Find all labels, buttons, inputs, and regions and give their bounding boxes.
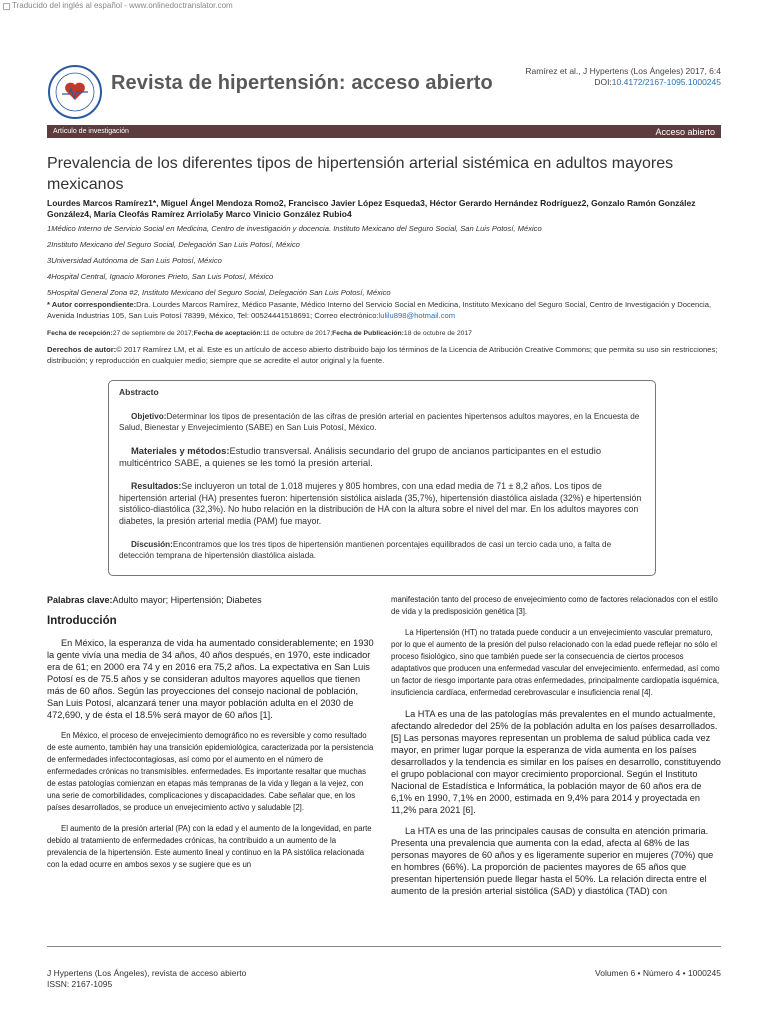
copyright-text: © 2017 Ramírez LM, et al. Este es un artículo de acceso abierto distribuido bajo los términos de la Licencia de Atribución Creative Commons; que permita su uso sin restricciones; distribución; y reproducción en cualquier medio; siempre que se acredite el autor original y la fuente. <box>47 345 718 365</box>
methods-label: Materiales y métodos: <box>131 445 230 456</box>
body-paragraph: La HTA es una de las patologías más prevalentes en el mundo actualmente, afectando alrededor del 25% de la población adulta en los países desarrollados. [5] Las personas mayores representan un problema de salud pública cada vez mayor, en primer lugar porque la esperanza de vida aumenta en los países desarrollados y la tendencia es similar en los países en desarrollo, constituyendo el grupo poblacional con mayor crecimiento proporcional. Según el Instituto Nacional de Estadística e Informática, la población mayor de 60 años era de 6,1% en 1990, 7,1% en 2000, estimada en 9,4% para 2014 y proyectada en 11,2% para 2021 [6]. <box>391 709 721 815</box>
citation <box>525 66 721 88</box>
received-label: Fecha de recepción: <box>47 330 113 337</box>
corresponding-text: Dra. Lourdes Marcos Ramírez, Médico Pasante, Médico Interno del Servicio Social en Medicina, Instituto Mexicano del Seguro Social, Centro de Investigación y Docencia, Avenida Industrias 105, San Luis Potosí 78399, México, Tel: 00524441518691; Correo electrónico: <box>47 300 712 320</box>
article-title: Prevalencia de los diferentes tipos de hipertensión arterial sistémica en adultos mayores mexicanos <box>47 155 674 193</box>
footer-journal <box>47 968 246 990</box>
affiliation-3: 3Universidad Autónoma de San Luis Potosí, México <box>47 256 222 265</box>
body-paragraph: En México, la esperanza de vida ha aumentado considerablemente; en 1930 la gente vivía una media de 34 años, 40 años después, en 1970, este indicador era de 61; en 2000 era 74 y en 2016 era 75,2 años. La expectativa en San Luis Potosí es de 75.5 años y se consideran adultos mayores aquellos que tienen más de 60 años. Según las proyecciones del consejo nacional de población, San Luis Potosí, alcanzará tener una mayor población adulta en el 2030 de 472,690, y de ésta el 18.5% será mayor de 60 años [1]. <box>47 638 374 720</box>
accepted-label: Fecha de aceptación: <box>193 330 263 337</box>
footer-journal-name: J Hypertens (Los Ángeles), revista de acceso abierto <box>47 968 247 978</box>
abstract-heading: Abstracto <box>119 387 159 397</box>
right-column <box>391 594 721 906</box>
body-paragraph: La Hipertensión (HT) no tratada puede conducir a un envejecimiento vascular prematuro, por lo que el aumento de la presión del pulso relacionado con la edad puede reflejar no sólo el proceso fisiológico, sino que también puede ser la consecuencia de ciertos procesos adaptativos que producen una enfermedad vascular del envejecimiento. enfermedad, así como un factor de riesgo importante para otras enfermedades, principalmente cardiopatía isquémica, insuficiencia cardíaca, enfermedad cerebrovascular e insuficiencia renal [4]. <box>391 628 720 697</box>
corresponding-label: * Autor correspondiente: <box>47 300 137 309</box>
email-link[interactable]: lulilu898@hotmail.com <box>378 311 456 320</box>
article-type: Artículo de investigación <box>53 128 129 135</box>
abstract-box <box>108 380 656 576</box>
body-paragraph: En México, el proceso de envejecimiento demográfico no es reversible y como resultado de este aumento, también hay una transición epidemiológica, caracterizada por la persistencia de enfermedades infectocontagiosas, así como por el aumento en el número de enfermedades crónicas no transmisibles. enfermedades. Es importante resaltar que muchas de estas patologías comienzan en etapas más tempranas de la vida y llegan a la vejez, con una serie de comorbilidades, complicaciones y discapacidades. Cabe señalar que, en los países desarrollados, se produce un envejecimiento activo y saludable [2]. <box>47 731 374 812</box>
objective-text: Determinar los tipos de presentación de las cifras de presión arterial en pacientes hipertensos adultos mayores, en la Encuesta de Salud, Bienestar y Envejecimiento (SABE) en San Luis Potosí, México. <box>119 412 640 432</box>
intro-heading: Introducción <box>47 615 117 627</box>
journal-title: Revista de hipertensión: acceso abierto <box>111 72 493 94</box>
affiliations <box>47 223 721 303</box>
journal-header <box>47 62 721 118</box>
translator-bar[interactable] <box>0 0 233 12</box>
doi-label: DOI: <box>594 77 612 87</box>
discussion-text: Encontramos que los tres tipos de hipertensión mantienen porcentajes equilibrados de casi un tercio cada uno, a falta de detección temprana de hipertensión diastólica aislada. <box>119 540 612 560</box>
footer-divider <box>47 946 721 947</box>
keywords <box>47 595 375 605</box>
open-access-label: Acceso abierto <box>655 126 715 137</box>
broken-image-icon <box>3 3 10 10</box>
citation-text: Ramírez et al., J Hypertens (Los Ángeles) 2017, 6:4 <box>525 66 721 76</box>
article-type-bar <box>47 125 721 138</box>
body-paragraph: manifestación tanto del proceso de envejecimiento como de factores relacionados con el estilo de vida y la predisposición genética [3]. <box>391 595 718 616</box>
abstract-results <box>119 481 645 527</box>
affiliation-5: 5Hospital General Zona #2, Instituto Mexicano del Seguro Social, Delegación San Luis Potosí, México <box>47 288 391 297</box>
discussion-label: Discusión: <box>131 540 173 549</box>
corresponding-author <box>47 299 721 321</box>
body-paragraph: El aumento de la presión arterial (PA) con la edad y el aumento de la longevidad, en parte debido al tratamiento de enfermedades crónicas, ha contribuido a un aumento de la prevalencia de la hipertensión. Este aumento lineal y continuo en la PA sistólica relacionada con la edad ocurre en ambos sexos y se sugiere que es un <box>47 824 372 869</box>
copyright <box>47 344 721 366</box>
abstract-discussion <box>119 539 645 561</box>
published-date: 18 de octubre de 2017 <box>403 330 472 337</box>
affiliation-2: 2Instituto Mexicano del Seguro Social, Delegación San Luis Potosí, México <box>47 240 300 249</box>
translator-bar-text: Traducido del inglés al español - www.onlinedoctranslator.com <box>12 1 233 10</box>
affiliation-1: 1Médico Interno de Servicio Social en Medicina, Centro de investigación y docencia. Instituto Mexicano del Seguro Social, San Luis Potosí, México <box>47 224 542 233</box>
methods-text: Estudio transversal. Análisis secundario del grupo de ancianos participantes en el estudio multicéntrico SABE, a quienes se les tomó la presión arterial. <box>119 445 602 468</box>
left-column <box>47 595 375 880</box>
received-date: 27 de septiembre de 2017; <box>112 330 194 337</box>
objective-label: Objetivo: <box>131 412 167 421</box>
results-label: Resultados: <box>131 481 182 491</box>
authors: Lourdes Marcos Ramírez1*, Miguel Ángel Mendoza Romo2, Francisco Javier López Esqueda3, Héctor Gerardo Hernández Rodríguez2, Gonzalo Ramón González González4, María Cleofás Ramírez Arriola5y Marco Vinicio González Rubio4 <box>47 198 696 219</box>
keywords-text: Adulto mayor; Hipertensión; Diabetes <box>112 595 262 605</box>
accepted-date: 11 de octubre de 2017; <box>262 330 333 337</box>
keywords-label: Palabras clave: <box>47 595 113 605</box>
published-label: Fecha de Publicación: <box>332 330 404 337</box>
footer-issn: ISSN: 2167-1095 <box>47 979 113 989</box>
footer-volume: Volumen 6 • Número 4 • 1000245 <box>595 968 721 978</box>
journal-logo <box>47 64 103 120</box>
article-dates <box>47 330 721 337</box>
results-text: Se incluyeron un total de 1.018 mujeres y 805 hombres, con una edad media de 71 ± 8,2 años. Los tipos de hipertensión arterial (HA) presentes fueron: hipertensión sistólica aislada (35,7%), hipertensión diastólica aislada (32%) e hipertensión sistólico-diastólica (32,3%). No hubo relación en la distribución de HA con la altura sobre el nivel del mar. En los adultos mayores con diabetes, la presión arterial media (PAM) fue mayor. <box>119 481 642 526</box>
affiliation-4: 4Hospital Central, Ignacio Morones Prieto, San Luis Potosí, México <box>47 272 274 281</box>
copyright-label: Derechos de autor: <box>47 345 117 354</box>
abstract-methods <box>119 445 645 469</box>
body-paragraph: La HTA es una de las principales causas de consulta en atención primaria. Presenta una prevalencia que aumenta con la edad, afecta al 68% de las personas mayores de 60 años y es ligeramente superior en mujeres (70%) que en hombres (66%). La proporción de pacientes mayores de 65 años que presentan hipertensión puede llegar hasta el 50%. La relación directa entre el aumento de la presión arterial sistólica (SAD) y diastólica (TAD) con <box>391 826 714 896</box>
doi-link[interactable]: 10.4172/2167-1095.1000245 <box>611 77 721 87</box>
abstract-objective <box>119 411 645 433</box>
